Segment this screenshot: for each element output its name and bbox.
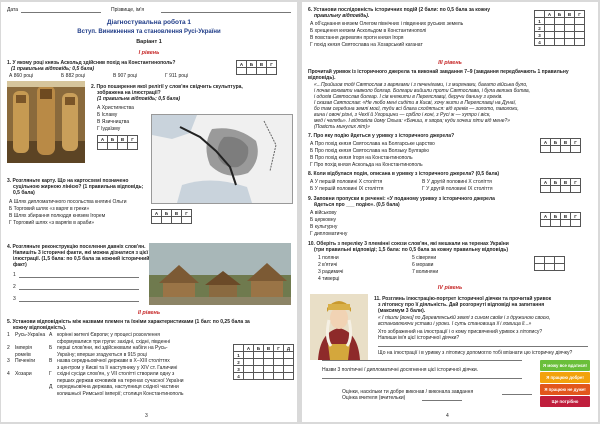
q13-text: Назви 3 політичні / дипломатичні досягнення цієї історичної діячки. [322, 367, 479, 373]
date-label: Дата [7, 7, 19, 13]
q7-option-c: В Про похід князя Ігоря на Константинополь [310, 155, 413, 161]
q4-text2: Напишіть 3 історичні факти, які можна дізнатися з цієї [13, 250, 149, 256]
q9-text: 9. Заповни пропуски в реченні: «У поданому уривку з історичного джерела [308, 196, 495, 202]
q5-row-number: 3 [7, 358, 10, 364]
q5-answer-grid[interactable]: А Б В Г Д 1 2 3 4 [233, 344, 294, 380]
q5-row-tribe: Хозари [15, 371, 32, 377]
q12-text: Що на ілюстрації і в уривку з літопису допомогло тобі впізнати цю історичну діячку? [378, 350, 573, 356]
q8-answer-grid[interactable]: А Б В Г [540, 178, 581, 193]
q4-item-2: 2 [13, 284, 16, 290]
q4-text: 4. Розгляньте реконструкцію поселення давніх слов'ян. [7, 244, 146, 250]
q3-map-image [151, 114, 293, 204]
q8-option-d: Г У другій половині IX століття [422, 186, 493, 192]
source-quote-line: мед і челядь». І відповіла йому Ольга: «Бачиш, я хвора; куди хочеш піти від мене?» [314, 118, 511, 124]
q11-ask: Хто зображений на ілюстрації і о кому присвячений уривок з літопису? [378, 329, 543, 335]
q6-option-b: Б хрещення князем Аскольдом в Константинополі [310, 28, 427, 34]
q5-row-letter: А [49, 332, 53, 338]
page-right [302, 2, 598, 422]
q5-row-tribe: Печеніги [15, 358, 36, 364]
q3-option-b: Б Торговий шлях «з варяг в греки» [9, 206, 90, 212]
footer-self-assessment: Оцінки, наскільки ти добре виконав / виконала завдання [342, 389, 474, 395]
q2-option-b: Б Ісламу [97, 112, 118, 118]
q11-quote2: встановлюючи устави і уроки. І суть становища її і ловища її...» [378, 321, 532, 327]
q5-row-letter: Б [49, 345, 53, 351]
q10-item-6: 6 морави [412, 262, 434, 268]
q7-option-a: А Про похід князя Святослава на Болгарське царство [310, 141, 435, 147]
q7-option-b: Б Про похід князя Святослава на Волзьку Булгарію [310, 148, 430, 154]
source-quote-line: і одолів Святослав болгар. І сів княжити в Переяславці, беручи данину з греків. [314, 94, 503, 100]
sticker-2: Я працюю добре! [540, 372, 590, 383]
q5-row-number: 2 [7, 345, 10, 351]
q6-option-a: А об'єднання князем Олегом північних і південних руських земель [310, 21, 464, 27]
q1-option-d: Г 911 році [165, 73, 188, 79]
q2-option-d: Г Іудаїзму [97, 126, 121, 132]
level-4-heading: IV рівень [437, 285, 463, 291]
q5-text: 5. Установи відповідність між назвами племен та їхніми характеристиками (1 бал: по 0,25 бала за [7, 319, 250, 325]
q6-option-c: В повстання деревлян проти князя Ігоря [310, 35, 404, 41]
q11-ask2: Напиши ім'я цієї історичної діячки? [378, 335, 460, 341]
q11-text3: (максимум 3 бали). [378, 308, 426, 314]
source-quote-line: і почав воювати навколо болгар. Болгари вийшли проти Святослава, і була велика битва, [314, 88, 531, 94]
q2-option-c: В Язичництва [97, 119, 130, 125]
source-quote-line: бо там середина землі моєї, туди всі блага сходяться: від греків — золото, паволоки, [314, 106, 519, 112]
q11-text: 11. Розглянь ілюстрацію-портрет історичної діячки та прочитай уривок [374, 296, 552, 302]
q1-answer-grid[interactable]: А Б В Г [236, 60, 277, 75]
page-subtitle: Вступ. Виникнення та становлення Русі-України [77, 29, 221, 35]
q5-row-description: назва середньовічної держави в X–XIII століттях [57, 358, 170, 364]
q5-row-tribe: ромеїв [15, 351, 31, 358]
q7-answer-grid[interactable]: А Б В Г [540, 138, 581, 153]
q10-text2: (три правильні відповіді; 1,5 бала: по 0,5 бала за кожну правильну відповідь) [314, 247, 508, 253]
sticker-3: Я працюю не дуже! [540, 384, 590, 395]
page-number-left: 3 [145, 413, 148, 419]
q5-row-description: східні сусіди слов'ян, у VII столітті створили одну з [57, 371, 175, 377]
footer-teacher-assessment: Оцінка вчителя (вчительки) [342, 395, 406, 401]
level-2-heading: II рівень [137, 310, 161, 316]
q6-text: 6. Установи послідовність історичних подій (2 бали: по 0,5 бала за кожну [308, 7, 491, 13]
q9-text2: йдеться про ___ подію». (0,5 бала) [314, 202, 400, 208]
q5-row-number: 4 [7, 371, 10, 377]
q9-option-a: А військову [310, 210, 337, 216]
q3-answer-grid[interactable]: А Б В Г [151, 209, 192, 224]
source-quote-line: вина і овочі різні, з Чехії й Угорщини — срібло і коні, з Русі ж — хутро і віск, [314, 112, 491, 118]
q11-quote: « І пішли [вони] по Деревлянській землі з сином своїм і з дружиною своєю, [378, 315, 551, 321]
level-1-heading: I рівень [138, 50, 160, 56]
q2-text: 2. Про поширення якої релігії у слов'ян свідчить скульптура, [91, 84, 243, 90]
q4-item-1: 1 [13, 272, 16, 278]
q3-option-d: Г Торговий шлях «з варягів в араби» [9, 220, 95, 226]
page-number-right: 4 [446, 413, 449, 419]
q5-row-description: Україну; вперше згадуються в 915 році [57, 351, 147, 358]
q10-item-4: 4 тиверці [318, 276, 340, 282]
page-left [1, 2, 297, 422]
q5-row-tribe: Імперія [15, 345, 32, 351]
q5-row-number: 1 [7, 332, 10, 338]
q3-option-c: В Шлях збирання полюддя князем Ігорем [9, 213, 106, 219]
q10-item-5: 5 сіверяни [412, 255, 437, 261]
q5-row-description: корінні жителі Європи; у процесі розселення [57, 332, 160, 338]
q7-text: 7. Про яку подію йдеться у уривку з історичного джерела? [308, 133, 455, 139]
level-3-heading: III рівень [438, 60, 462, 66]
q2-answer-grid[interactable]: А Б В Г [97, 135, 138, 150]
q10-item-2: 2 в'ятичі [318, 262, 338, 268]
q11-text2: з літопису про її діяльність. Дай розгорнуті відповіді на запитання [378, 302, 545, 308]
q1-option-b: Б 882 році [61, 73, 85, 79]
q6-text2: правильну відповідь). [314, 13, 370, 19]
q4-item-3: 3 [13, 296, 16, 302]
q1-text: 1. У якому році князь Аскольд здійснив похід на Константинополь? [7, 60, 176, 66]
q1-option-a: А 860 році [9, 73, 33, 79]
source-quote-line: (Повість минулих літ)» [314, 124, 370, 130]
q5-row-letter: Д [49, 384, 53, 390]
name-label: Прізвище, ім'я [111, 7, 145, 13]
q10-item-1: 1 поляни [318, 255, 339, 261]
q9-option-c: В культурну [310, 224, 338, 230]
q3-text: 3. Розгляньте карту. Що на картосхемі позначено [7, 178, 129, 184]
q11-portrait-image [310, 294, 368, 360]
q5-row-description: сформувалися три групи: західні, східні, південні [57, 338, 171, 345]
q8-text: 8. Коли відбулася подія, описана в уривку з історичного джерела? (0,5 бала) [308, 171, 500, 177]
q8-option-c: В У другій половині X століття [422, 179, 492, 185]
q1-option-c: В 907 році [113, 73, 137, 79]
q6-option-d: Г похід князя Святослава на Хозарський каганат [310, 42, 423, 48]
q6-answer-grid[interactable]: А Б В Г 1 2 3 4 [534, 10, 585, 46]
q9-answer-grid[interactable]: А Б В Г [540, 212, 581, 227]
q2-option-a: А Християнства [97, 105, 134, 111]
q7-option-d: Г Про похід князя Аскольда на Константинополь [310, 162, 423, 168]
source-quote-line: «...Прийшов тоді Святослав з варягами і з печенігами, і з мирянами, багато війська було, [314, 82, 528, 88]
q9-option-d: Г дипломатичну [310, 231, 348, 237]
q1-note: (1 правильна відповідь; 0,5 бала) [11, 66, 95, 72]
q8-option-b: Б У першій половині IX століття [310, 186, 384, 192]
q5-row-tribe: Русь-Україна [15, 332, 46, 338]
source-intro: Прочитай уривок із історичного джерела та виконай завдання 7–9 (завдання передбачають 1 правильну відповідь). [308, 69, 569, 81]
q3-note: 0,5 бала) [13, 190, 35, 196]
q8-option-a: А У першій половині X століття [310, 179, 383, 185]
variant-label: Варіант 1 [136, 39, 162, 45]
q9-option-b: Б церковну [310, 217, 336, 223]
q10-item-3: 3 радимичі [318, 269, 344, 275]
q2-text2: зображена на ілюстрації? [97, 90, 161, 96]
q3-option-a: А Шлях дипломатичного посольства княгині Ольги [9, 199, 127, 205]
sticker-4: Ще потрібно попрацювати! [540, 396, 590, 407]
q10-item-7: 7 волиняни [412, 269, 439, 275]
q4-text3: ілюстрації. (1,5 бала: по 0,5 бала за кожний історичний [13, 256, 150, 262]
q4-text4: факт) [13, 262, 27, 268]
page-title: Діагностувальна робота 1 [106, 19, 192, 26]
q5-row-description: середньовічна держава, наступниця східної частини [57, 384, 179, 390]
q4-settlement-image [149, 243, 291, 305]
q3-text2: суцільною жирною лінією? (1 правильна відповідь; [13, 184, 144, 190]
q2-idols-image [7, 81, 85, 163]
sticker-1: Я можу все вдатися! [540, 360, 590, 371]
q5-row-letter: Г [49, 371, 52, 377]
q5-row-description: з центром у Києві та її наступнику у XIV ст. Галичині [57, 364, 178, 371]
q5-row-description: колишньої Римської імперії; столиця Константинополь [57, 390, 184, 397]
q5-text2: кожну відповідність). [13, 325, 67, 331]
q10-text: 10. Оберіть з переліку 3 племінні союзи слов'ян, які мешкали на теренах України [308, 241, 509, 247]
q10-answer-grid[interactable] [534, 256, 565, 271]
q2-note: (1 правильна відповідь; 0,5 бала) [97, 96, 181, 102]
source-quote-line: І сказав Святослав: «Не любо мені сидіти в Києві, хочу жити в Переяславці на Дунаї, [314, 100, 517, 106]
q5-row-description: перші слов'яни, які здійснювали набіги на Русь- [57, 345, 168, 351]
q5-row-letter: В [49, 358, 53, 364]
q5-row-description: перших держав кочовиків на теренах сучасної України [57, 377, 184, 384]
